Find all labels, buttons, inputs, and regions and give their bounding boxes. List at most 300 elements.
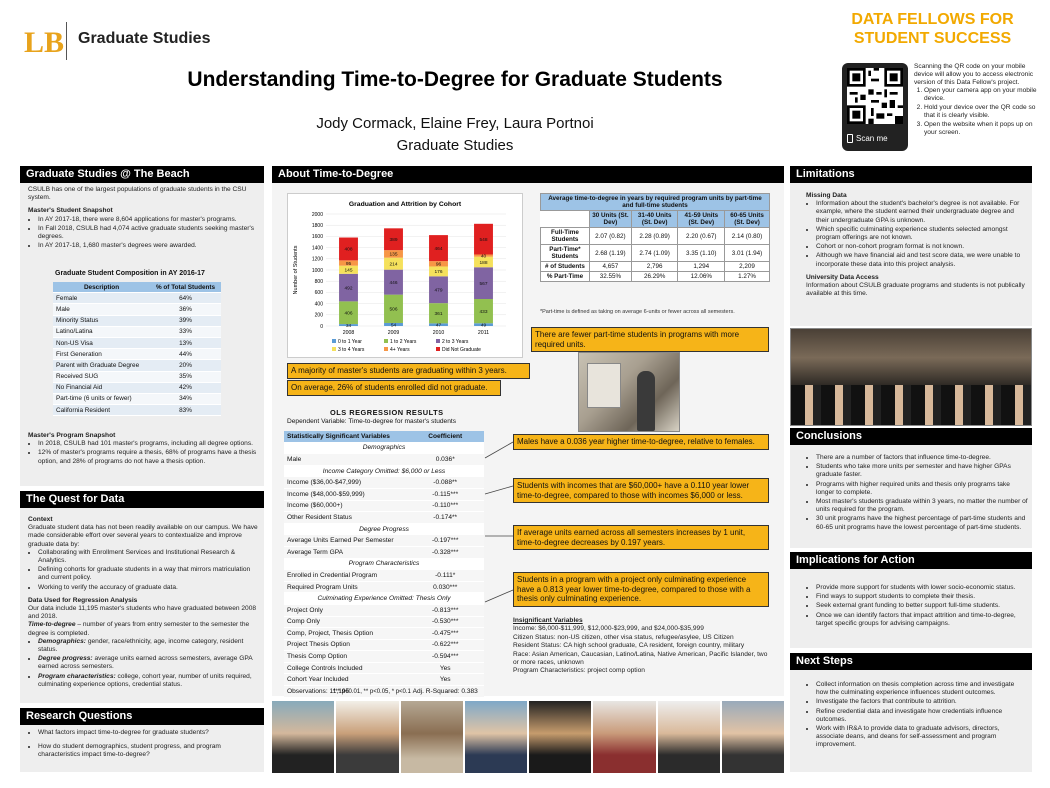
graduate-studies-logo-text: Graduate Studies	[78, 30, 211, 47]
table-cell: 3.01 (1.94)	[725, 245, 770, 262]
nextsteps-list	[816, 681, 1028, 750]
data-label: 145	[344, 268, 353, 274]
table-row	[284, 616, 484, 628]
implications-content	[806, 584, 1028, 629]
conclusions-list	[816, 454, 1028, 532]
table-cell: 64%	[150, 293, 221, 304]
table-cell: 34%	[150, 393, 221, 404]
legend-swatch	[384, 347, 388, 351]
ols-subheading-cell: Program Characteristics	[284, 558, 484, 570]
insig-line: Race: Asian American, Caucasian, Latino/Latina, Native American, Pacific Islander, two or more races, unknown	[513, 650, 768, 667]
qr-instructions	[914, 63, 1042, 138]
chart-container	[287, 193, 523, 358]
missing-title: Missing Data	[806, 192, 847, 199]
table-row	[53, 393, 221, 404]
y-tick-label: 600	[314, 290, 323, 297]
poster-session-photo	[578, 352, 680, 432]
legend-swatch	[384, 339, 388, 343]
list-item	[38, 655, 260, 671]
y-tick-label: 1000	[311, 267, 323, 274]
table-cell: Non-US Visa	[53, 337, 150, 348]
data-label: 361	[434, 312, 443, 318]
fellow-photo	[593, 701, 655, 773]
table-cell: California Resident	[53, 405, 150, 416]
list-item: • In 2018, CSULB had 101 master's programs, including all degree options.	[38, 440, 258, 448]
ols-subtitle: Dependent Variable: Time-to-degree for master's students	[287, 418, 456, 425]
program-snapshot	[28, 432, 258, 467]
insig-line: Citizen Status: non-US citizen, other visa status, refugee/asylee, US Citizen	[513, 633, 734, 641]
ols-header: Statistically Significant Variables	[284, 431, 406, 442]
ols-subheading-cell: Income Category Omitted: $6,000 or Less	[284, 465, 484, 477]
ols-header: Coefficient	[406, 431, 484, 442]
table-cell: 20%	[150, 360, 221, 371]
legend-swatch	[436, 339, 440, 343]
legend-label: 4+ Years	[390, 347, 410, 353]
table-cell: 2.14 (0.80)	[725, 228, 770, 245]
table-cell: 1,294	[678, 262, 725, 272]
table-row	[284, 662, 484, 674]
table-row	[53, 337, 221, 348]
callout-male: Males have a 0.036 year higher time-to-degree, relative to females.	[513, 434, 769, 450]
ols-variable: Other Resident Status	[284, 512, 406, 524]
table-cell: Received SUG	[53, 371, 150, 382]
table-cell: 2.74 (1.09)	[631, 245, 678, 262]
fellows-title-line1: DATA FELLOWS FOR	[851, 11, 1014, 28]
scan-me-text: Scan me	[856, 134, 888, 143]
y-tick-label: 1600	[311, 234, 323, 241]
fellows-photo-strip	[272, 701, 784, 773]
access-text: Information about CSULB graduate programs and students is not publically available at this time.	[806, 282, 1025, 298]
beach-heading: Graduate Studies @ The Beach	[20, 166, 264, 183]
x-tick-label: 2008	[342, 330, 355, 336]
y-tick-label: 1200	[311, 256, 323, 263]
x-tick-label: 2010	[432, 330, 445, 336]
row-label: Part-Time* Students	[541, 245, 590, 262]
callout-units: If average units earned across all semesters increases by 1 unit, time-to-degree decreases by 0.197 years.	[513, 525, 769, 550]
ols-variable: Thesis Comp Option	[284, 651, 406, 663]
data-label: 433	[479, 309, 488, 315]
qr-intro: Scanning the QR code on your mobile device will allow you to access electronic version of this Data Fellow's project.	[914, 63, 1034, 86]
list-item: • In AY 2017-18, 1,680 master's degrees were awarded.	[38, 242, 258, 250]
affiliation: Graduate Studies	[396, 137, 514, 154]
col-header: 31-40 Units (St. Dev)	[631, 211, 678, 228]
research-content	[28, 729, 260, 761]
list-item: • There are a number of factors that influence time-to-degree.	[816, 454, 1028, 462]
beach-content	[28, 186, 258, 251]
nextsteps-heading: Next Steps	[790, 653, 1032, 670]
callout-arrow	[485, 486, 513, 494]
y-tick-label: 1800	[311, 223, 323, 229]
program-list	[38, 440, 258, 466]
table-row	[284, 674, 484, 686]
ols-subheading	[284, 593, 484, 605]
callout-project: Students in a program with a project only culminating experience have a 0.813 year lower time-to-degree, compared to those with a thesis only culminating experience.	[513, 572, 769, 607]
table-row	[541, 228, 770, 245]
program-title: Master's Program Snapshot	[28, 432, 116, 439]
photo-person	[637, 371, 655, 431]
list-item: • Investigate the factors that contribute to attrition.	[816, 698, 1028, 706]
list-item	[38, 638, 260, 654]
table-row	[53, 371, 221, 382]
table-cell	[541, 211, 590, 228]
y-tick-label: 400	[314, 301, 323, 308]
snapshot-list	[38, 216, 258, 251]
data-list	[38, 638, 260, 689]
ols-coefficient: -0.197***	[406, 535, 484, 547]
list-item: • Find ways to support students to complete their thesis.	[816, 593, 1028, 601]
list-item: • Students who take more units per semester and have higher GPAs graduate faster.	[816, 463, 1028, 479]
table-row	[53, 326, 221, 337]
table-row	[284, 454, 484, 466]
y-tick-label: 200	[314, 312, 323, 319]
table-cell: 12.06%	[678, 272, 725, 282]
ols-subheading	[284, 523, 484, 535]
qr-step: 1. Open your camera app on your mobile device.	[924, 87, 1042, 103]
data-label: 176	[434, 270, 443, 276]
ttd-def: – number of years from entry semester to the semester the degree is completed.	[28, 621, 250, 637]
ols-variable: College Controls Included	[284, 662, 406, 674]
callout-arrow	[485, 590, 513, 602]
data-text: Our data include 11,195 master's students who have graduated between 2008 and 2018.	[28, 605, 257, 621]
table-cell: Minority Status	[53, 315, 150, 326]
about-heading: About Time-to-Degree	[272, 166, 784, 183]
data-label: 479	[434, 288, 443, 294]
beach-intro: CSULB has one of the largest populations of graduate students in the CSU system.	[28, 186, 247, 202]
col-header: 41-59 Units (St. Dev)	[678, 211, 725, 228]
avg-ttd-table	[540, 193, 770, 282]
fellow-photo	[722, 701, 784, 773]
list-item: • Work with IR&A to provide data to graduate advisors, directors, associate deans, and deans for self-assessment and program improvement.	[816, 725, 1028, 750]
table-cell: 39%	[150, 315, 221, 326]
quest-content	[28, 516, 260, 690]
table-cell: 2,796	[631, 262, 678, 272]
table-cell: No Financial Aid	[53, 382, 150, 393]
table-cell: 2.20 (0.67)	[678, 228, 725, 245]
table-row	[284, 546, 484, 558]
col-header: 30 Units (St. Dev)	[589, 211, 631, 228]
fellows-title	[820, 10, 1045, 48]
qr-steps-list	[924, 87, 1042, 137]
data-label: 47	[435, 323, 442, 329]
context-title: Context	[28, 516, 53, 523]
avg-title: Average time-to-degree in years by required program units by part-time and full-time students	[541, 194, 770, 211]
chart-ylabel: Number of Students	[293, 245, 299, 295]
table-row	[541, 262, 770, 272]
table-cell: 13%	[150, 337, 221, 348]
legend-label: 2 to 3 Years	[442, 339, 469, 345]
page-title: Understanding Time-to-Degree for Graduate Students	[187, 68, 723, 91]
avg-footnote: *Part-time is defined as taking on average 6-units or fewer across all semesters.	[540, 309, 735, 315]
table-cell: 2,209	[725, 262, 770, 272]
table-cell: 2.07 (0.82)	[589, 228, 631, 245]
list-item: • In AY 2017-18, there were 8,604 applications for master's programs.	[38, 216, 258, 224]
ols-subheading	[284, 465, 484, 477]
list-item: • How do student demographics, student progress, and program characteristics impact time-to-degree?	[38, 743, 260, 759]
x-tick-label: 2009	[387, 330, 400, 336]
data-label: 214	[389, 262, 398, 268]
list-item: • 30 unit programs have the highest percentage of part-time students and 60-65 unit programs have the lowest percentage of part-time students.	[816, 515, 1028, 531]
scan-me-label	[847, 134, 903, 143]
item-term: Degree progress:	[38, 655, 93, 663]
ttd-definition	[28, 621, 260, 637]
ols-coefficient: Yes	[406, 674, 484, 686]
photo-board	[587, 363, 621, 408]
y-tick-label: 2000	[311, 211, 323, 218]
item-term: Program characteristics:	[38, 672, 116, 680]
fellow-photo	[529, 701, 591, 773]
access-title: University Data Access	[806, 273, 879, 281]
ols-coefficient: -0.115***	[406, 488, 484, 500]
callout-arrow	[485, 442, 513, 458]
limitations-content	[806, 192, 1026, 298]
table-cell: Parent with Graduate Degree	[53, 360, 150, 371]
table-cell: Part-time (6 units or fewer)	[53, 393, 150, 404]
ols-title: OLS REGRESSION RESULTS	[330, 408, 444, 417]
table-cell: 83%	[150, 405, 221, 416]
table-cell: Male	[53, 304, 150, 315]
list-item: • Defining cohorts for graduate students in a way that mirrors matriculation and current policy.	[38, 566, 260, 582]
ols-coefficient: -0.174**	[406, 512, 484, 524]
row-label: Full-Time Students	[541, 228, 590, 245]
qr-step: 3. Open the website when it pops up on your screen.	[924, 121, 1042, 137]
ols-significance: *** p<0.01, ** p<0.05, * p<0.1	[333, 689, 411, 695]
table-cell: 26.29%	[631, 272, 678, 282]
table-row	[284, 512, 484, 524]
fellows-title-line2: STUDENT SUCCESS	[853, 30, 1012, 47]
phone-icon	[847, 134, 853, 143]
list-item: • Working to verify the accuracy of graduate data.	[38, 584, 260, 592]
table-cell: 32.55%	[589, 272, 631, 282]
table-row	[284, 651, 484, 663]
list-item: • Collaborating with Enrollment Services and Institutional Research & Analytics.	[38, 549, 260, 565]
ols-coefficient: -0.110***	[406, 500, 484, 512]
list-item: • Cohort or non-cohort program format is not known.	[816, 243, 1026, 251]
ols-coefficient: -0.530***	[406, 616, 484, 628]
row-label: % Part-Time	[541, 272, 590, 282]
implications-list	[816, 584, 1028, 628]
ols-variable: Comp, Project, Thesis Option	[284, 628, 406, 640]
data-label: 464	[434, 246, 443, 252]
snapshot-title: Master's Student Snapshot	[28, 207, 113, 215]
cohort-chart	[288, 194, 522, 357]
table-row	[541, 272, 770, 282]
table-cell: 3.35 (1.10)	[678, 245, 725, 262]
table-row	[53, 293, 221, 304]
table-row	[284, 639, 484, 651]
ols-variable: Required Program Units	[284, 581, 406, 593]
list-item: • Collect information on thesis completion across time and investigate how the culminating experience influences student outcomes.	[816, 681, 1028, 697]
ols-subheading-cell: Culminating Experience Omitted: Thesis Only	[284, 593, 484, 605]
ols-table	[284, 431, 484, 698]
col-header: 60-65 Units (St. Dev)	[725, 211, 770, 228]
legend-swatch	[332, 339, 336, 343]
item-text: gender, race/ethnicity, age, income category, resident status.	[38, 637, 244, 654]
data-label: 567	[479, 281, 488, 287]
svg-text:LB: LB	[24, 26, 65, 59]
insig-title: Insignificant Variables	[513, 617, 583, 624]
x-tick-label: 2011	[477, 330, 490, 336]
table-cell: 2.68 (1.19)	[589, 245, 631, 262]
ols-variable: Income ($60,000+)	[284, 500, 406, 512]
ols-coefficient: -0.111*	[406, 570, 484, 582]
limitations-heading: Limitations	[790, 166, 1032, 183]
list-item: • Refine credential data and investigate how credentials influence outcomes.	[816, 708, 1028, 724]
research-heading: Research Questions	[20, 708, 264, 725]
table-row	[53, 360, 221, 371]
table-cell: 42%	[150, 382, 221, 393]
ols-coefficient: -0.328***	[406, 546, 484, 558]
data-label: 548	[479, 237, 488, 243]
item-term: Demographics:	[38, 637, 86, 645]
ols-variable: Project Thesis Option	[284, 639, 406, 651]
note-majority: A majority of master's students are graduating within 3 years.	[287, 363, 530, 379]
fellow-photo	[465, 701, 527, 773]
ols-coefficient: -0.813***	[406, 604, 484, 616]
row-label: # of Students	[541, 262, 590, 272]
ols-coefficient: Yes	[406, 662, 484, 674]
nextsteps-content	[806, 681, 1028, 751]
fellow-photo	[658, 701, 720, 773]
table-row	[284, 604, 484, 616]
list-item: • In Fall 2018, CSULB had 4,074 active graduate students seeking master's degrees.	[38, 225, 258, 241]
conclusions-heading: Conclusions	[790, 428, 1032, 445]
table-cell: 35%	[150, 371, 221, 382]
ols-variable: Average Term GPA	[284, 546, 406, 558]
list-item: • Information about the student's bachelor's degree is not available. For example, where the student earned their undergraduate degree and their undergraduate GPA is unknown.	[816, 200, 1026, 225]
chart-title: Graduation and Attrition by Cohort	[348, 201, 462, 208]
legend-label: 0 to 1 Year	[338, 339, 362, 345]
legend-label: 3 to 4 Years	[338, 347, 365, 353]
legend-swatch	[332, 347, 336, 351]
comp-header: % of Total Students	[150, 282, 221, 293]
table-row	[53, 382, 221, 393]
table-row	[53, 315, 221, 326]
lb-logo	[22, 22, 65, 59]
authors: Jody Cormack, Elaine Frey, Laura Portnoi	[316, 115, 594, 132]
fellow-photo	[401, 701, 463, 773]
photo-crowd	[791, 385, 1031, 425]
list-item: • Which specific culminating experience students selected amongst program offerings are not known.	[816, 226, 1026, 242]
ols-coefficient: -0.622***	[406, 639, 484, 651]
quest-heading: The Quest for Data	[20, 491, 264, 508]
table-row	[284, 535, 484, 547]
list-item: • Programs with higher required units and thesis only programs take longer to complete.	[816, 481, 1028, 497]
list-item: • Although we have financial aid and test score data, we were unable to incorporate these data into this project analysis.	[816, 252, 1026, 268]
data-label: 135	[389, 252, 398, 258]
table-cell: 44%	[150, 349, 221, 360]
table-row	[284, 477, 484, 489]
table-row	[53, 304, 221, 315]
table-cell: 1.27%	[725, 272, 770, 282]
data-label: 188	[479, 260, 488, 266]
ols-variable: Cohort Year Included	[284, 674, 406, 686]
item-text: college, cohort year, number of units required, culminating experience options, credential status.	[38, 672, 252, 688]
ols-coefficient: Adj. R-Squared: 0.383	[406, 686, 484, 698]
data-label: 446	[389, 280, 398, 286]
ols-coefficient: 0.030***	[406, 581, 484, 593]
legend-swatch	[436, 347, 440, 351]
table-row	[284, 500, 484, 512]
ols-variable: Income ($48,000-$59,999)	[284, 488, 406, 500]
table-row	[284, 488, 484, 500]
list-item: • What factors impact time-to-degree for graduate students?	[38, 729, 260, 737]
list-item: • Provide more support for students with lower socio-economic status.	[816, 584, 1028, 592]
data-label: 95	[345, 261, 352, 267]
research-list	[38, 729, 260, 760]
note-parttime: There are fewer part-time students in programs with more required units.	[531, 327, 769, 352]
data-label: 54	[390, 323, 397, 329]
ols-subheading-cell: Degree Progress	[284, 523, 484, 535]
list-item: • 12% of master's programs require a thesis, 68% of programs have a thesis option, and 28% of programs do not have a thesis option.	[38, 449, 258, 465]
ols-variable: Observations: 11,195	[284, 686, 406, 698]
ols-coefficient: -0.088**	[406, 477, 484, 489]
insignificant-variables	[513, 617, 775, 676]
legend-label: 1 to 2 Years	[390, 339, 417, 345]
insig-line: Resident Status: CA high school graduate, CA resident, foreign country, military	[513, 642, 745, 650]
table-row	[284, 570, 484, 582]
ols-variable: Income ($36,00-$47,999)	[284, 477, 406, 489]
conclusions-content	[806, 454, 1028, 533]
list-item: • Once we can identify factors that impact attrition and time-to-degree, target specific groups for advising campaigns.	[816, 612, 1028, 628]
table-cell: Female	[53, 293, 150, 304]
context-text: Graduate student data has not been readily available on our campus. We have made considerable effort over several years to contextualize and improve graduate data by:	[28, 524, 258, 548]
insig-line: Income: $6,000-$11,999, $12,000-$23,999, and $24,000-$35,999	[513, 625, 704, 633]
composition-table	[53, 282, 221, 416]
ols-coefficient: -0.475***	[406, 628, 484, 640]
table-cell: 4,657	[589, 262, 631, 272]
y-tick-label: 800	[314, 279, 323, 285]
table-row	[53, 349, 221, 360]
ttd-term: Time-to-degree	[28, 621, 76, 629]
data-label: 506	[389, 307, 398, 313]
y-tick-label: 0	[320, 323, 323, 330]
ols-coefficient: -0.594***	[406, 651, 484, 663]
fellow-photo	[272, 701, 334, 773]
composition-title: Graduate Student Composition in AY 2016-17	[55, 270, 205, 277]
context-list	[38, 549, 260, 592]
data-label: 492	[344, 286, 353, 292]
table-row	[284, 628, 484, 640]
data-label: 49	[480, 323, 487, 329]
ols-coefficient: 0.036*	[406, 454, 484, 466]
fellow-photo	[336, 701, 398, 773]
list-item: • Most master's students graduate within 3 years, no matter the number of units required for the program.	[816, 498, 1028, 514]
ols-variable: Enrolled in Credential Program	[284, 570, 406, 582]
ols-variable: Male	[284, 454, 406, 466]
data-title: Data Used for Regression Analysis	[28, 596, 138, 604]
missing-list	[816, 200, 1026, 269]
table-cell: 2.28 (0.89)	[631, 228, 678, 245]
table-cell: Latino/Latina	[53, 326, 150, 337]
data-label: 96	[435, 262, 442, 268]
implications-heading: Implications for Action	[790, 552, 1032, 569]
list-item	[38, 673, 260, 689]
data-label: 34	[345, 323, 352, 329]
legend-label: Did Not Graduate	[442, 347, 481, 353]
ols-variable: Average Units Earned Per Semester	[284, 535, 406, 547]
note-attrition: On average, 26% of students enrolled did not graduate.	[287, 380, 501, 396]
table-cell: 36%	[150, 304, 221, 315]
callout-income: Students with incomes that are $60,000+ have a 0.110 year lower time-to-degree, compared to those with incomes $6,000 or less.	[513, 478, 769, 503]
graduation-photo	[790, 328, 1032, 426]
table-row	[284, 581, 484, 593]
qr-step: 2. Hold your device over the QR code so that it is clearly visible.	[924, 104, 1042, 120]
y-tick-label: 1400	[311, 245, 323, 252]
data-label: 389	[389, 238, 398, 244]
qr-code[interactable]	[842, 63, 908, 151]
table-row	[541, 245, 770, 262]
ols-subheading	[284, 558, 484, 570]
